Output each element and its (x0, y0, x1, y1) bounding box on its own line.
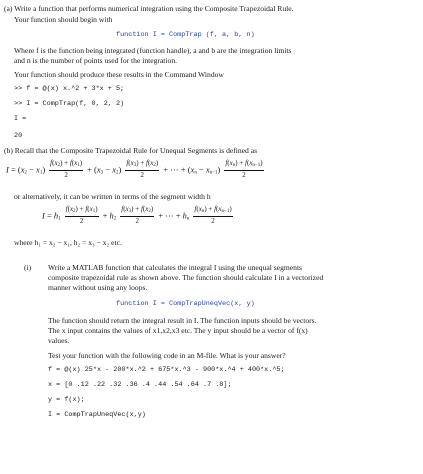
part-i-line-6: values. (48, 336, 70, 345)
comptrapuneqvec-signature: function I = CompTrapUneqVec(x, y) (116, 300, 255, 308)
part-b-line-2: or alternatively, it can be written in terms of the segment width h (14, 192, 211, 201)
code-line-1: f = @(x) 25*x - 200*x.^2 + 675*x.^3 - 900*x.^4 + 400*x.^5; (48, 366, 285, 374)
part-b-line-1: (b) Recall that the Composite Trapezoidal Rule for Unequal Segments is defined as (4, 146, 258, 155)
part-a-line-3: Where f is the function being integrated (function handle), a and b are the integration limits (14, 46, 292, 55)
comptrap-signature: function I = CompTrap (f, a, b, n) (116, 31, 255, 39)
part-a-line-1: (a) Write a function that performs numerical integration using the Composite Trapezoidal Rule. (4, 4, 294, 13)
part-i-line-4: The function should return the integral result in I. The function inputs should be vectors. (48, 316, 317, 325)
part-i-line-1: Write a MATLAB function that calculates the integral I using the unequal segments (48, 263, 303, 272)
part-i-marker: (i) (24, 263, 32, 272)
cmd-line-2: >> I = CompTrap(f, 0, 2, 2) (14, 100, 125, 108)
code-line-2: x = [0 .12 .22 .32 .36 .4 .44 .54 .64 .7 .8]; (48, 381, 232, 389)
cmd-line-4: 20 (14, 132, 23, 140)
code-line-3: y = f(x); (48, 396, 85, 404)
cmd-line-3: I = (14, 115, 27, 123)
formula-segment-width: $I = h_1$ $\frac{f(x_2) + f(x_1)}{2}$ + $h_2$ $\frac{f(x_3) + f(x_2)}{2}$ + ⋯ + $h_n$ $\frac{f(x_n) + f(x_{n-1})}{2}$ (42, 205, 232, 225)
cmd-line-1: >> f = @(x) x.^2 + 3*x + 5; (14, 85, 125, 93)
part-a-line-4: and n is the number of points used for the integration. (14, 56, 178, 65)
code-line-4: I = CompTrapUneqVec(x,y) (48, 411, 146, 419)
part-i-line-7: Test your function with the following code in an M-file. What is your answer? (48, 351, 286, 360)
part-b-where: where h₁ = x₂ − x₁, h₂ = x₃ − x₂ etc. (14, 238, 122, 247)
part-a-line-2: Your function should begin with (14, 15, 113, 24)
part-i-line-2: composite trapezoidal rule as shown above. The function should calculate I in a vectorized (48, 273, 324, 282)
part-a-line-5: Your function should produce these results in the Command Window (14, 70, 224, 79)
part-i-line-3: manner without using any loops. (48, 283, 148, 292)
formula-unequal-segments: $I = (x_2 - x_1)$ $\frac{f(x_2) + f(x_1)}{2}$ + $(x_3 - x_2)$ $\frac{f(x_3) + f(x_2)}{2}$ + ⋯ + $(x_n - x_{n-1})$ $\frac{f(x_n) + f(x_{n-1})}{2}$ (6, 159, 263, 179)
part-i-line-5: The x input contains the values of x1,x2,x3 etc. The y input should be a vector of f(x) (48, 326, 308, 335)
